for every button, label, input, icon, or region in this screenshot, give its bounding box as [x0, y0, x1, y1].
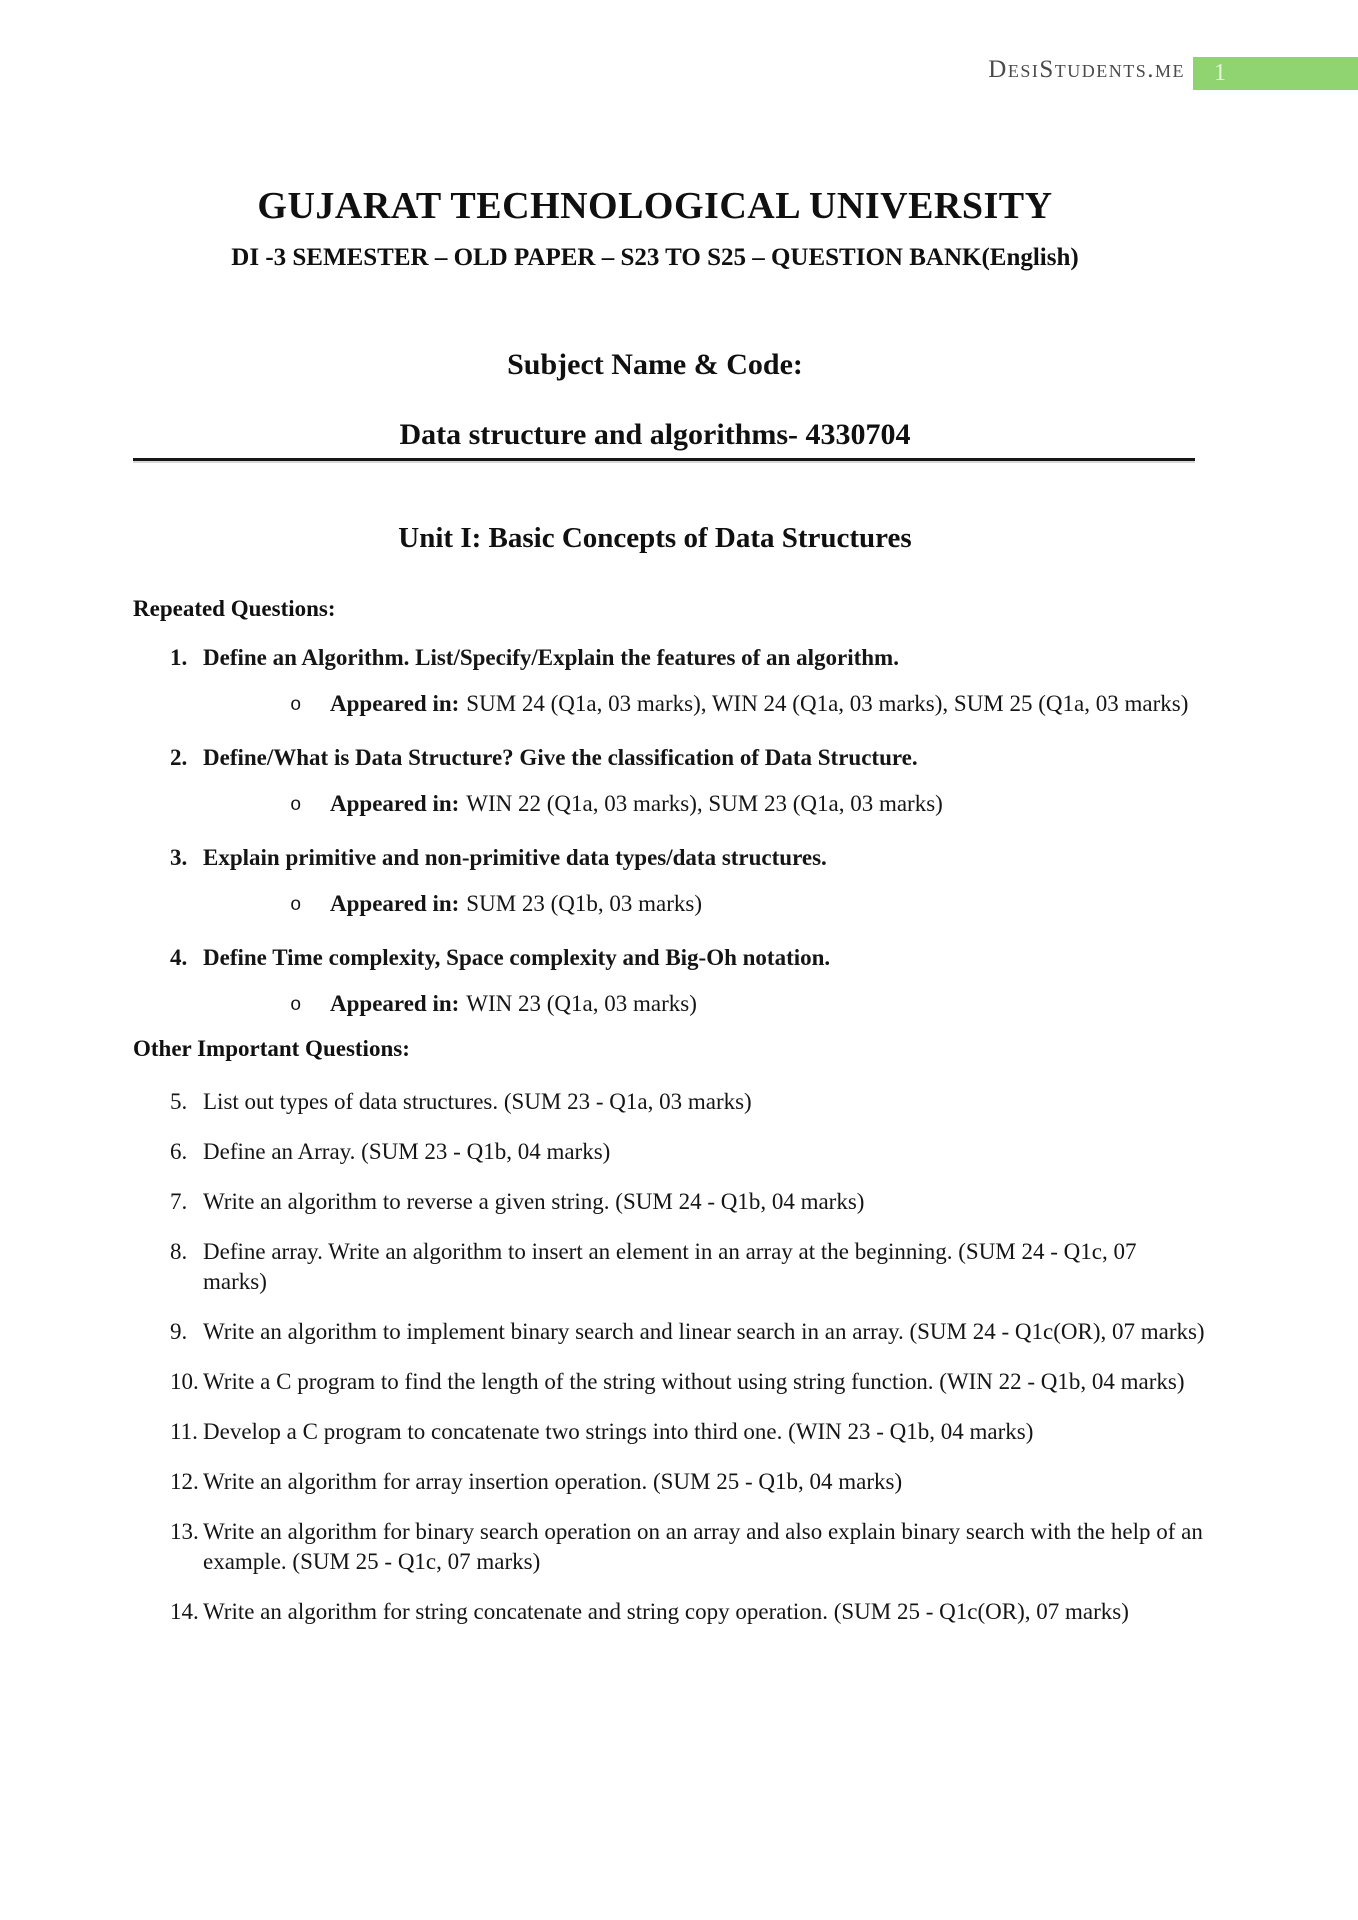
question-text: Write an algorithm for array insertion operation. (SUM 25 - Q1b, 04 marks): [203, 1469, 903, 1494]
question-item: [133, 1467, 1205, 1497]
appeared-note: [133, 689, 1205, 719]
horizontal-rule: [133, 458, 1195, 461]
appeared-label: Appeared in:: [330, 691, 460, 716]
question-text: Write an algorithm to implement binary search and linear search in an array. (SUM 24 - Q1c(OR), 07 marks): [203, 1319, 1205, 1344]
circle-bullet-icon: o: [290, 994, 302, 1016]
unit-title: Unit I: Basic Concepts of Data Structures: [398, 522, 912, 554]
question-item: [133, 1597, 1205, 1627]
appeared-note: [133, 989, 1205, 1019]
other-questions-list: [133, 1087, 1205, 1627]
question-item: [133, 1317, 1205, 1347]
circle-bullet-icon: o: [290, 794, 302, 816]
appeared-text: SUM 23 (Q1b, 03 marks): [466, 891, 703, 916]
question-number: 12.: [170, 1469, 199, 1494]
university-title: GUJARAT TECHNOLOGICAL UNIVERSITY: [257, 185, 1053, 227]
subject-name: Data structure and algorithms- 4330704: [399, 418, 911, 451]
appeared-label: Appeared in:: [330, 991, 460, 1016]
paper-subtitle: DI -3 SEMESTER – OLD PAPER – S23 TO S25 – QUESTION BANK(English): [231, 244, 1079, 271]
appeared-label: Appeared in:: [330, 791, 460, 816]
question-item: [133, 843, 1205, 873]
appeared-label: Appeared in:: [330, 891, 460, 916]
page-number: 1: [1214, 60, 1226, 86]
question-number: 10.: [170, 1369, 199, 1394]
question-text: Write an algorithm for string concatenate and string copy operation. (SUM 25 - Q1c(OR), 07 marks): [203, 1599, 1129, 1624]
circle-bullet-icon: o: [290, 894, 302, 916]
question-number: 4.: [170, 945, 188, 970]
question-number: 3.: [170, 845, 188, 870]
appeared-text: WIN 23 (Q1a, 03 marks): [466, 991, 697, 1016]
question-text: Explain primitive and non-primitive data types/data structures.: [203, 845, 827, 870]
question-text: Write an algorithm for binary search operation on an array and also explain binary search with the help of an example. (SUM 25 - Q1c, 07 marks): [203, 1519, 1203, 1574]
question-number: 6.: [170, 1139, 188, 1164]
question-text: Write a C program to find the length of the string without using string function. (WIN 22 - Q1b, 04 marks): [203, 1369, 1185, 1394]
subject-label: Subject Name & Code:: [507, 348, 803, 381]
question-number: 7.: [170, 1189, 188, 1214]
question-item: [133, 943, 1205, 973]
site-name: DesiStudents.me: [988, 56, 1185, 83]
question-number: 1.: [170, 645, 188, 670]
question-text: Define an Array. (SUM 23 - Q1b, 04 marks): [203, 1139, 611, 1164]
unit-block: [133, 519, 1177, 557]
question-item: [133, 1137, 1205, 1167]
page-number-badge: [1193, 57, 1358, 90]
question-item: [133, 1087, 1205, 1117]
appeared-note: [133, 889, 1205, 919]
question-item: [133, 1187, 1205, 1217]
appeared-note: [133, 789, 1205, 819]
appeared-text: WIN 22 (Q1a, 03 marks), SUM 23 (Q1a, 03 marks): [466, 791, 943, 816]
repeated-questions-list: [133, 643, 1205, 1019]
question-text: Define/What is Data Structure? Give the classification of Data Structure.: [203, 745, 918, 770]
question-text: Define Time complexity, Space complexity and Big-Oh notation.: [203, 945, 831, 970]
question-item: [133, 643, 1205, 673]
question-item: [133, 1237, 1205, 1297]
question-item: [133, 743, 1205, 773]
question-number: 5.: [170, 1089, 188, 1114]
question-item: [133, 1517, 1205, 1577]
question-item: [133, 1417, 1205, 1447]
appeared-text: SUM 24 (Q1a, 03 marks), WIN 24 (Q1a, 03 marks), SUM 25 (Q1a, 03 marks): [466, 691, 1189, 716]
question-number: 9.: [170, 1319, 188, 1344]
repeated-questions-heading: Repeated Questions:: [133, 596, 336, 621]
question-number: 13.: [170, 1519, 199, 1544]
circle-bullet-icon: o: [290, 694, 302, 716]
question-number: 14.: [170, 1599, 199, 1624]
question-text: List out types of data structures. (SUM 23 - Q1a, 03 marks): [203, 1089, 752, 1114]
question-text: Define an Algorithm. List/Specify/Explain the features of an algorithm.: [203, 645, 899, 670]
other-questions-heading: Other Important Questions:: [133, 1036, 410, 1061]
question-number: 11.: [170, 1419, 198, 1444]
question-item: [133, 1367, 1205, 1397]
question-number: 8.: [170, 1239, 188, 1264]
question-text: Define array. Write an algorithm to insert an element in an array at the beginning. (SUM 24 - Q1c, 07 marks): [203, 1239, 1137, 1294]
question-text: Develop a C program to concatenate two strings into third one. (WIN 23 - Q1b, 04 marks): [203, 1419, 1034, 1444]
question-text: Write an algorithm to reverse a given string. (SUM 24 - Q1b, 04 marks): [203, 1189, 865, 1214]
question-number: 2.: [170, 745, 188, 770]
